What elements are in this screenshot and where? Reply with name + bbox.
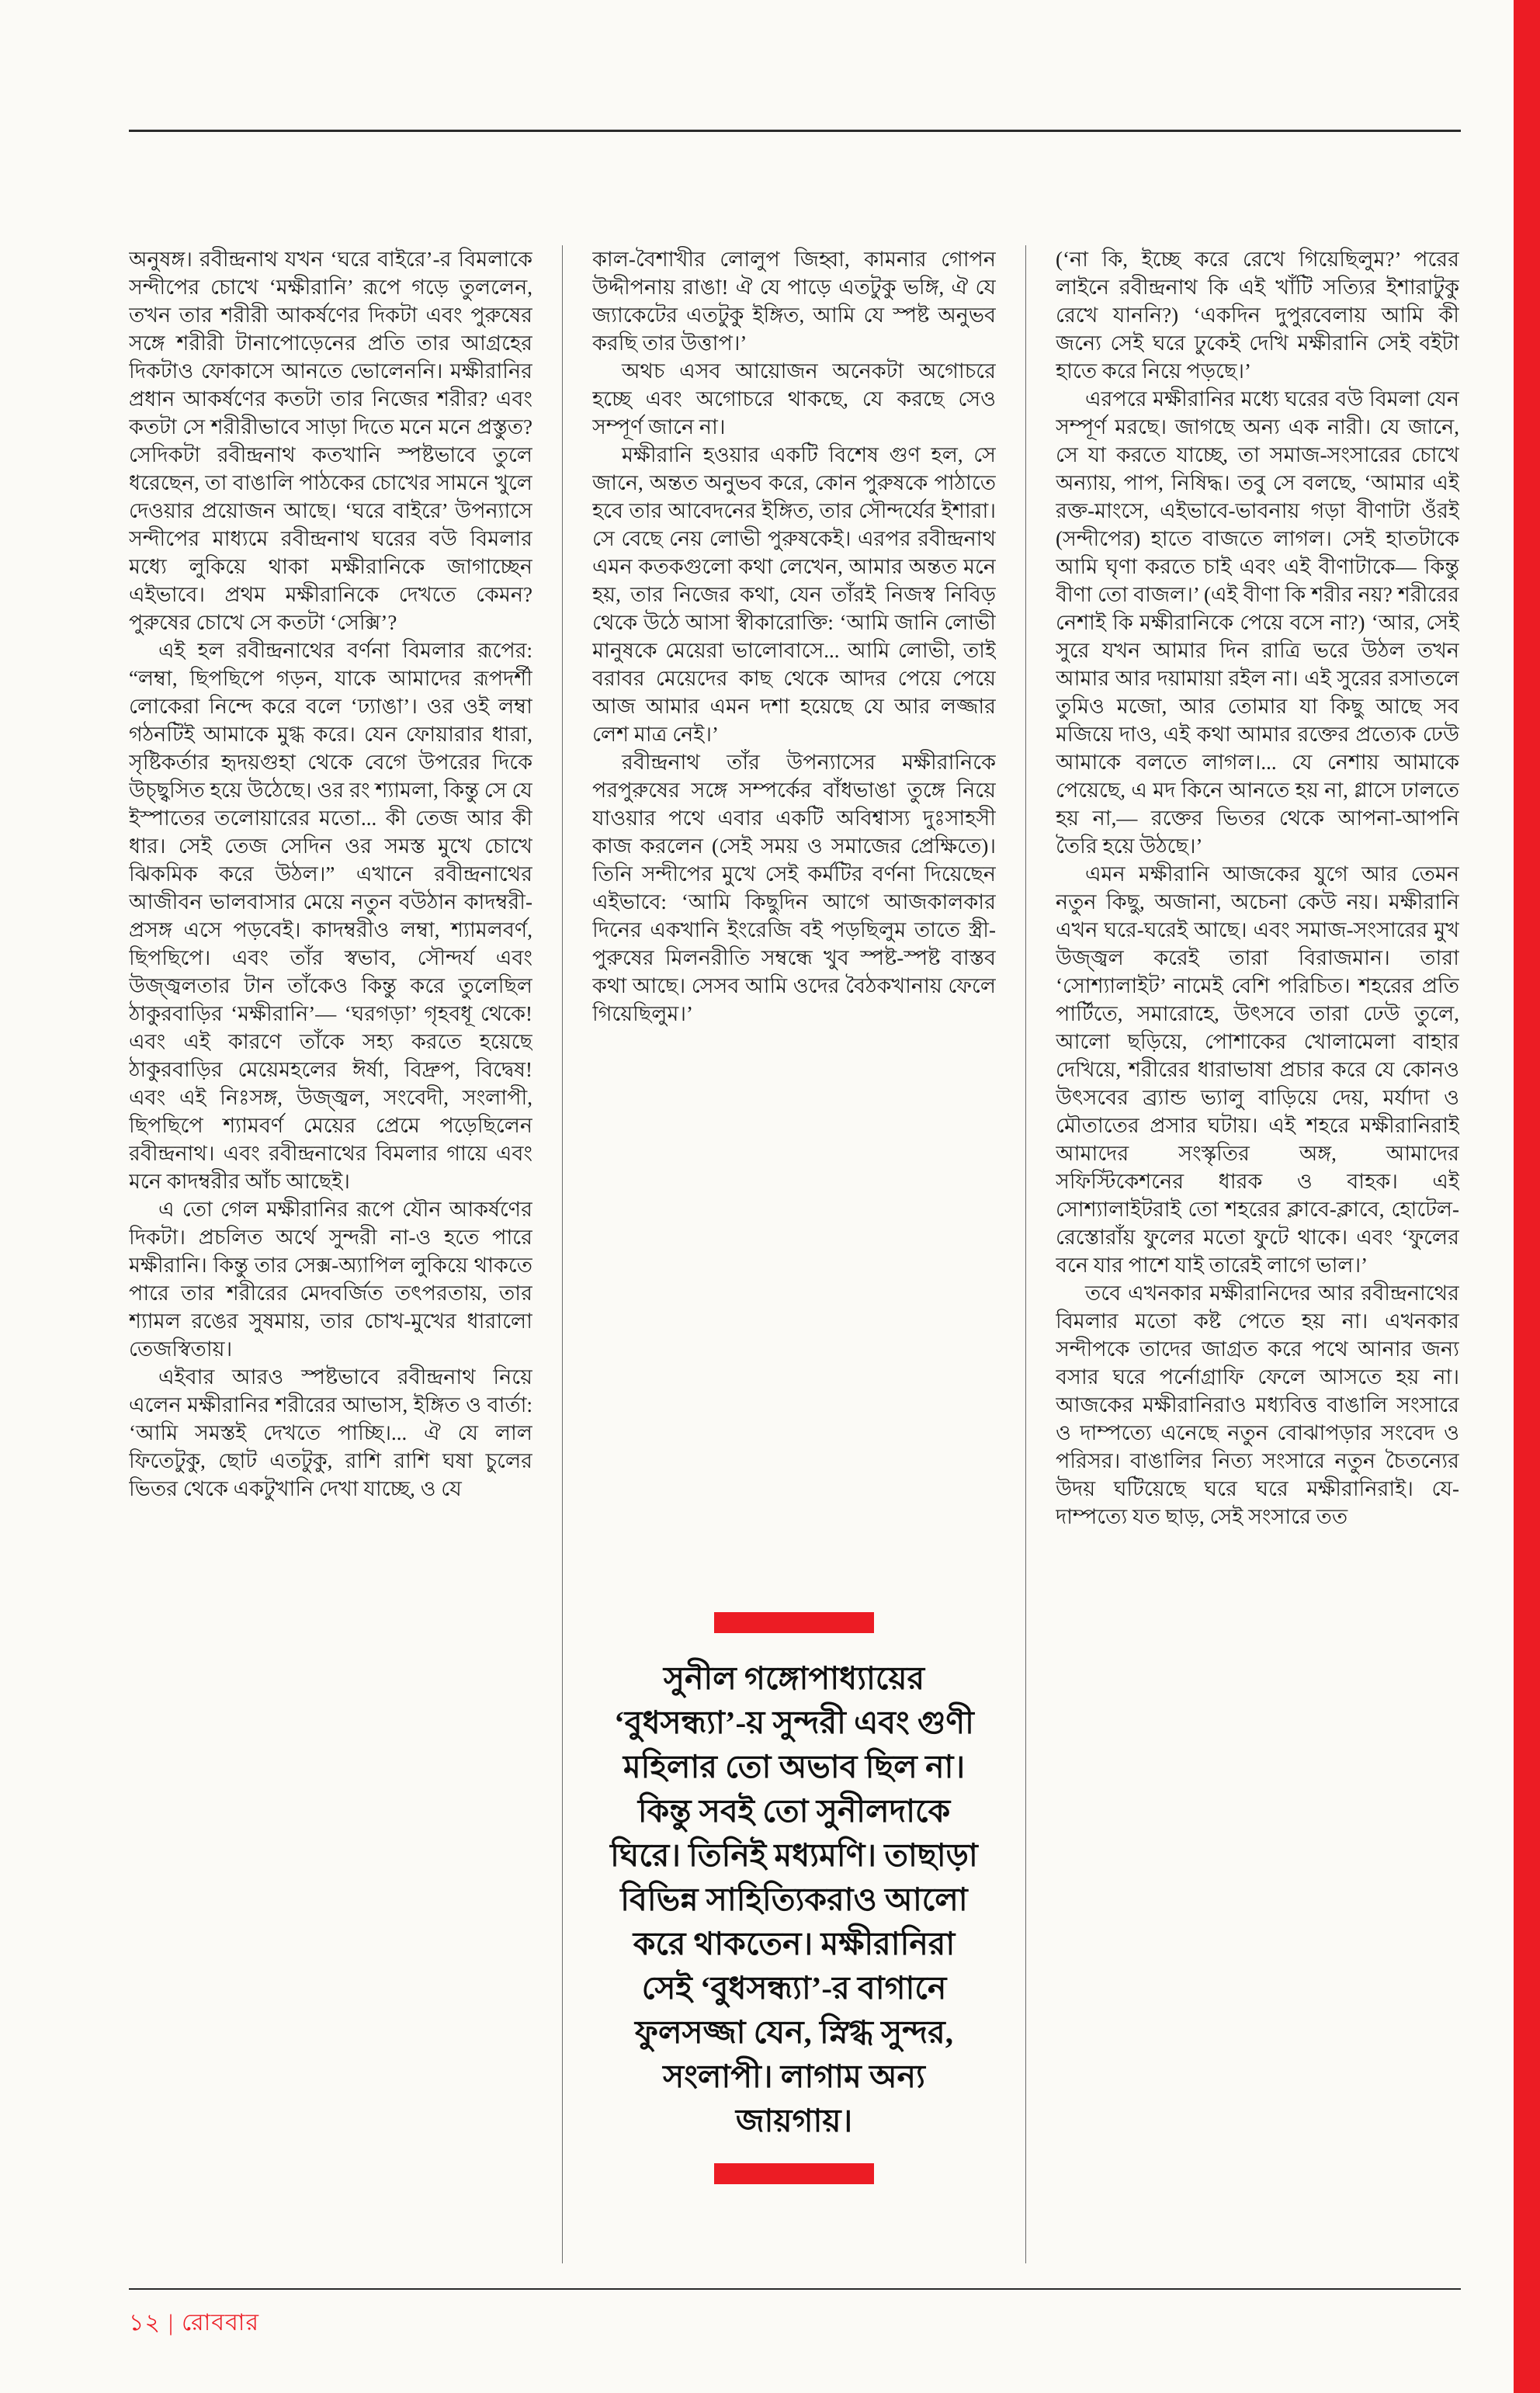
body-paragraph: অনুষঙ্গ। রবীন্দ্রনাথ যখন ‘ঘরে বাইরে’-র বিমলাকে সন্দীপের চোখে ‘মক্ষীরানি’ রূপে গড়ে তুললেন, তখন তার শরীরী আকর্ষণের দিকটা এবং পুরুষের সঙ্গে শরীরী টানাপোড়েনের প্রতি তার আগ্রহের দিকটাও ফোকাসে আনতে ভোলেননি। মক্ষীরানির প্রধান আকর্ষণের কতটা তার নিজের শরীর? এবং কতটা সে শরীরীভাবে সাড়া দিতে মনে মনে প্রস্তুত? সেদিকটা রবীন্দ্রনাথ কতখানি স্পষ্টভাবে তুলে ধরেছেন, তা বাঙালি পাঠকের চোখের সামনে খুলে দেওয়ার প্রয়োজন আছে। ‘ঘরে বাইরে’ উপন্যাসে সন্দীপের মাধ্যমে রবীন্দ্রনাথ ঘরের বউ বিমলার মধ্যে লুকিয়ে থাকা মক্ষীরানিকে জাগাচ্ছেন এইভাবে। প্রথম মক্ষীরানিকে দেখতে কেমন? পুরুষের চোখে সে কতটা ‘সেক্সি’? (129, 248, 532, 634)
body-paragraph: তবে এখনকার মক্ষীরানিদের আর রবীন্দ্রনাথের বিমলার মতো কষ্ট পেতে হয় না। এখনকার সন্দীপকে তাদের জাগ্রত করে পথে আনার জন্য বসার ঘরে পর্নোগ্রাফি ফেলে আসতে হয় না। আজকের মক্ষীরানিরাও মধ্যবিত্ত বাঙালি সংসারে ও দাম্পত্যে এনেছে নতুন বোঝাপড়ার সংবেদ ও পরিসর। বাঙালির নিত্য সংসারে নতুন চৈতন্যের উদয় ঘটিয়েছে ঘরে ঘরে মক্ষীরানিরাই। যে-দাম্পত্যে যত ছাড়, সেই সংসারে তত (1056, 1281, 1459, 1528)
body-paragraph: এমন মক্ষীরানি আজকের যুগে আর তেমন নতুন কিছু, অজানা, অচেনা কেউ নয়। মক্ষীরানি এখন ঘরে-ঘরেই আছে। এবং সমাজ-সংসারের মুখ উজ্জ্বল করেই তারা বিরাজমান। তারা ‘সোশ্যালাইট’ নামেই বেশি পরিচিত। শহরের প্রতি পার্টিতে, সমারোহে, উৎসবে তারা ঢেউ তুলে, আলো ছড়িয়ে, পোশাকের খোলামেলা বাহার দেখিয়ে, শরীরের ধারাভাষা প্রচার করে যে কোনও উৎসবের ব্র্যান্ড ভ্যালু বাড়িয়ে দেয়, মর্যাদা ও মৌতাতের প্রসার ঘটায়। এই শহরে মক্ষীরানিরাই আমাদের সংস্কৃতির অঙ্গ, আমাদের সফিস্টিকেশনের ধারক ও বাহক। এই সোশ্যালাইটরাই তো শহরের ক্লাবে-ক্লাবে, হোটেল-রেস্তোরাঁয় ফুলের মতো ফুটে থাকে। এবং ‘ফুলের বনে যার পাশে যাই তারেই লাগে ভাল।’ (1056, 862, 1459, 1277)
magazine-name: রোববার (182, 2310, 259, 2336)
footer-rule (129, 2288, 1461, 2290)
column-3 (1056, 245, 1459, 2271)
body-paragraph: এরপরে মক্ষীরানির মধ্যে ঘরের বউ বিমলা যেন সম্পূর্ণ মরছে। জাগছে অন্য এক নারী। যে জানে, সে যা করতে যাচ্ছে, তা সমাজ-সংসারের চোখে অন্যায়, পাপ, নিষিদ্ধ। তবু সে বলছে, ‘আমার এই রক্ত-মাংসে, এইভাবে-ভাবনায় গড়া বীণাটা ওঁরই (সন্দীপের) হাতে বাজতে লাগল। সেই হাতটাকে আমি ঘৃণা করতে চাই এবং এই বীণাটাকে— কিন্তু বীণা তো বাজল।’ (এই বীণা কি শরীর নয়? শরীরের নেশাই কি মক্ষীরানিকে পেয়ে বসে না?) ‘আর, সেই সুরে যখন আমার দিন রাত্রি ভরে উঠল তখন আমার আর দয়ামায়া রইল না। এই সুরের রসাতলে তুমিও মজো, আর তোমার যা কিছু আছে সব মজিয়ে দাও, এই কথা আমার রক্তের প্রত্যেক ঢেউ আমাকে বলতে লাগল।... যে নেশায় আমাকে পেয়েছে, এ মদ কিনে আনতে হয় না, গ্লাসে ঢালতে হয় না,— রক্তের ভিতর থেকে আপনা-আপনি তৈরি হয়ে উঠছে।’ (1056, 387, 1459, 858)
pull-quote-bottom-bar (714, 2163, 874, 2184)
body-paragraph: কাল-বৈশাখীর লোলুপ জিহ্বা, কামনার গোপন উদ্দীপনায় রাঙা! ঐ যে পাড়ে এতটুকু ভঙ্গি, ঐ যে জ্যাকেটের এতটুকু ইঙ্গিত, আমি যে স্পষ্ট অনুভব করছি তার উত্তাপ।’ (592, 248, 996, 355)
body-paragraph: এইবার আরও স্পষ্টভাবে রবীন্দ্রনাথ নিয়ে এলেন মক্ষীরানির শরীরের আভাস, ইঙ্গিত ও বার্তা: ‘আমি সমস্তই দেখতে পাচ্ছি।... ঐ যে লাল ফিতেটুকু, ছোট এতটুকু, রাশি রাশি ঘষা চুলের ভিতর থেকে একটুখানি দেখা যাচ্ছে, ও যে (129, 1365, 532, 1500)
footer-divider: | (168, 2310, 174, 2336)
pull-quote (592, 1612, 996, 2184)
article-body (129, 245, 1461, 2271)
pull-quote-top-bar (714, 1612, 874, 1633)
pull-quote-text: সুনীল গঙ্গোপাধ্যায়ের ‘বুধসন্ধ্যা’-য় সুন্দরী এবং গুণী মহিলার তো অভাব ছিল না। কিন্তু সবই তো সুনীলদাকে ঘিরে। তিনিই মধ্যমণি। তাছাড়া বিভিন্ন সাহিত্যিকরাও আলো করে থাকতেন। মক্ষীরানিরা সেই ‘বুধসন্ধ্যা’-র বাগানে ফুলসজ্জা যেন, স্নিগ্ধ সুন্দর, সংলাপী। লাগাম অন্য জায়গায়। (610, 1660, 978, 2138)
page-footer (129, 2304, 267, 2343)
body-paragraph: রবীন্দ্রনাথ তাঁর উপন্যাসের মক্ষীরানিকে পরপুরুষের সঙ্গে সম্পর্কের বাঁধভাঙা তুঙ্গে নিয়ে যাওয়ার পথে এবার একটি অবিশ্বাস্য দুঃসাহসী কাজ করলেন (সেই সময় ও সমাজের প্রেক্ষিতে)। তিনি সন্দীপের মুখে সেই কর্মটির বর্ণনা দিয়েছেন এইভাবে: ‘আমি কিছুদিন আগে আজকালকার দিনের একখানি ইংরেজি বই পড়ছিলুম তাতে স্ত্রী-পুরুষের মিলনরীতি সম্বন্ধে খুব স্পষ্ট-স্পষ্ট বাস্তব কথা আছে। সেসব আমি ওদের বৈঠকখানায় ফেলে গিয়েছিলুম।’ (592, 751, 996, 1025)
body-paragraph: মক্ষীরানি হওয়ার একটি বিশেষ গুণ হল, সে জানে, অন্তত অনুভব করে, কোন পুরুষকে পাঠাতে হবে তার আবেদনের ইঙ্গিত, তার সৌন্দর্যের ইশারা। সে বেছে নেয় লোভী পুরুষকেই। এরপর রবীন্দ্রনাথ এমন কতকগুলো কথা লেখেন, আমার অন্তত মনে হয়, তার নিজের কথা, যেন তাঁরই নিজস্ব নিবিড় থেকে উঠে আসা স্বীকারোক্তি: ‘আমি জানি লোভী মানুষকে মেয়েরা ভালোবাসে... আমি লোভী, তাই বরাবর মেয়েদের কাছ থেকে আদর পেয়ে পেয়ে আজ আমার এমন দশা হয়েছে যে আর লজ্জার লেশ মাত্র নেই।’ (592, 443, 996, 746)
page-edge-red-stripe (1514, 0, 1540, 2393)
column-rule (562, 245, 563, 2263)
body-paragraph: (‘না কি, ইচ্ছে করে রেখে গিয়েছিলুম?’ পরের লাইনে রবীন্দ্রনাথ কি এই খাঁটি সত্যির ইশারাটুকু রেখে যাননি?) ‘একদিন দুপুরবেলায় আমি কী জন্যে সেই ঘরে ঢুকেই দেখি মক্ষীরানি সেই বইটা হাতে করে নিয়ে পড়ছে।’ (1056, 248, 1459, 383)
page-number: ১২ (129, 2310, 161, 2336)
column-1 (129, 245, 532, 2271)
top-rule (129, 130, 1461, 132)
column-2 (592, 245, 996, 2271)
body-paragraph: এ তো গেল মক্ষীরানির রূপে যৌন আকর্ষণের দিকটা। প্রচলিত অর্থে সুন্দরী না-ও হতে পারে মক্ষীরানি। কিন্তু তার সেক্স-অ্যাপিল লুকিয়ে থাকতে পারে তার শরীরের মেদবর্জিত তৎপরতায়, তার শ্যামল রঙের সুষমায়, তার চোখ-মুখের ধারালো তেজস্বিতায়। (129, 1198, 532, 1361)
body-paragraph: এই হল রবীন্দ্রনাথের বর্ণনা বিমলার রূপের: “লম্বা, ছিপছিপে গড়ন, যাকে আমাদের রূপদর্শী লোকেরা নিন্দে করে বলে ‘ঢ্যাঙা’। ওর ওই লম্বা গঠনটিই আমাকে মুগ্ধ করে। যেন ফোয়ারার ধারা, সৃষ্টিকর্তার হৃদয়গুহা থেকে বেগে উপরের দিকে উচ্ছ্বসিত হয়ে উঠেছে। ওর রং শ্যামলা, কিন্তু সে যে ইস্পাতের তলোয়ারের মতো... কী তেজ আর কী ধার। সেই তেজ সেদিন ওর সমস্ত মুখে চোখে ঝিকমিক করে উঠল।” এখানে রবীন্দ্রনাথের আজীবন ভালবাসার মেয়ে নতুন বউঠান কাদম্বরী-প্রসঙ্গ এসে পড়বেই। কাদম্বরীও লম্বা, শ্যামলবর্ণ, ছিপছিপে। এবং তাঁর স্বভাব, সৌন্দর্য এবং উজ্জ্বলতার টান তাঁকেও কিন্তু করে তুলেছিল ঠাকুরবাড়ির ‘মক্ষীরানি’— ‘ঘরগড়া’ গৃহবধূ থেকে! এবং এই কারণে তাঁকে সহ্য করতে হয়েছে ঠাকুরবাড়ির মেয়েমহলের ঈর্ষা, বিদ্রুপ, বিদ্বেষ! এবং এই নিঃসঙ্গ, উজ্জ্বল, সংবেদী, সংলাপী, ছিপছিপে শ্যামবর্ণ মেয়ের প্রেমে পড়েছিলেন রবীন্দ্রনাথ। এবং রবীন্দ্রনাথের বিমলার গায়ে এবং মনে কাদম্বরীর আঁচ আছেই। (129, 639, 532, 1193)
body-paragraph: অথচ এসব আয়োজন অনেকটা অগোচরে হচ্ছে এবং অগোচরে থাকছে, যে করছে সেও সম্পূর্ণ জানে না। (592, 359, 996, 439)
column-rule (1025, 245, 1026, 2263)
